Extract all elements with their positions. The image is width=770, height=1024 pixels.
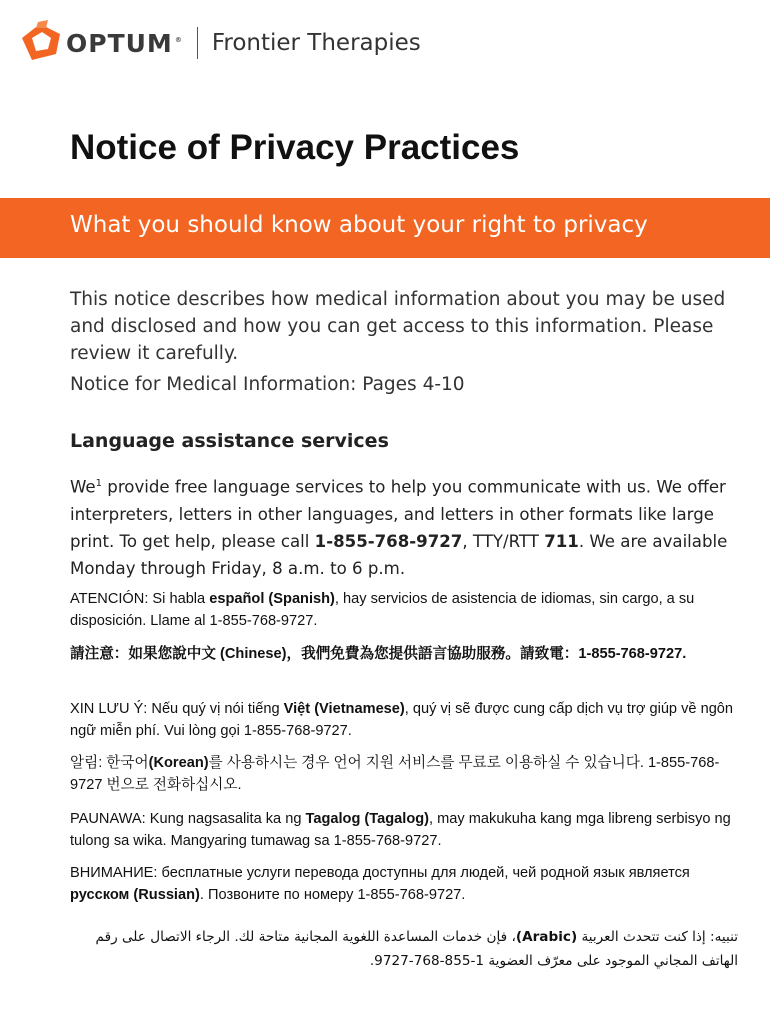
arabic-text-a: تنبيه: إذا كنت تتحدث العربية (577, 929, 738, 945)
russian-text-a: ВНИМАНИЕ: бесплатные услуги перевода доступны для людей, чей родной язык является (70, 865, 690, 881)
brand-text: OPTUM (66, 28, 173, 58)
translation-chinese (70, 643, 738, 665)
tty-number: 711 (544, 531, 579, 551)
subtitle-banner (0, 198, 770, 258)
lang-text-4: . We are available Monday through Friday, 8 a.m. to 6 p.m. (70, 531, 728, 578)
translation-korean (70, 752, 738, 796)
header-divider (197, 27, 198, 59)
intro-paragraph: This notice describes how medical information about you may be used and disclosed and how you can get access to this information. Please review it carefully. (70, 289, 726, 364)
russian-text-b: . Позвоните по номеру 1-855-768-9727. (199, 887, 466, 903)
tagalog-text-a: PAUNAWA: Kung nagsasalita ka ng (70, 811, 306, 827)
chinese-text-b: ，我們免費為您提供語言協助服務。請致電：1-855-768-9727. (286, 646, 687, 662)
translation-arabic (70, 925, 738, 973)
spanish-text-b: , hay servicios de asistencia de idiomas, sin cargo, a su disposición. Llame al 1-855-768-9727. (70, 591, 695, 629)
phone-number: 1-855-768-9727 (314, 531, 463, 551)
chinese-text-a: 請注意：如果您說中文 (70, 646, 220, 662)
language-assistance-heading: Language assistance services (70, 430, 389, 452)
registered-mark: ® (174, 36, 183, 45)
page-title: Notice of Privacy Practices (70, 128, 520, 167)
language-assistance-body (70, 470, 735, 582)
arabic-lang: (Arabic) (515, 929, 578, 945)
translation-tagalog (70, 808, 738, 852)
header (18, 18, 421, 68)
lang-text-1: We (70, 477, 96, 497)
product-name: Frontier Therapies (211, 30, 421, 56)
vietnamese-lang: Việt (Vietnamese) (283, 701, 405, 717)
chinese-lang: (Chinese) (220, 646, 287, 662)
korean-lang: (Korean) (148, 755, 209, 771)
korean-text-a: 알림: 한국어 (70, 755, 149, 771)
vietnamese-text-b: , quý vị sẽ được cung cấp dịch vụ trợ giúp về ngôn ngữ miễn phí. Vui lòng gọi 1-855-768-9727. (70, 701, 734, 739)
translation-russian (70, 862, 738, 906)
footnote-marker: 1 (95, 478, 103, 489)
lang-text-3: , TTY/RTT (462, 531, 545, 551)
arabic-text-b: ، فإن خدمات المساعدة اللغوية المجانية متاحة لك. الرجاء الاتصال على رقم الهاتف المجاني الموجود على معرّف العضوية 1-855-768-9727. (95, 929, 738, 969)
vietnamese-text-a: XIN LƯU Ý: Nếu quý vị nói tiếng (70, 701, 284, 717)
translation-spanish (70, 588, 738, 632)
translation-vietnamese (70, 698, 738, 742)
banner-text: What you should know about your right to privacy (70, 212, 648, 238)
russian-lang: русском (Russian) (70, 887, 200, 903)
korean-text-b: 를 사용하시는 경우 언어 지원 서비스를 무료로 이용하실 수 있습니다. 1-855-768-9727 번으로 전화하십시오. (70, 755, 720, 793)
spanish-text-a: ATENCIÓN: Si habla (70, 591, 210, 607)
brand-name (66, 29, 183, 58)
tagalog-text-b: , may makukuha kang mga libreng serbisyo ng tulong sa wika. Mangyaring tumawag sa 1-855-768-9727. (70, 811, 731, 849)
lang-text-2: provide free language services to help you communicate with us. We offer interpreters, letters in other languages, and letters in other formats like large print. To get help, please call (70, 477, 726, 551)
tagalog-lang: Tagalog (Tagalog) (305, 811, 430, 827)
optum-logo-icon (18, 20, 64, 66)
pages-note: Notice for Medical Information: Pages 4-10 (70, 374, 465, 395)
spanish-lang: español (Spanish) (209, 591, 335, 607)
